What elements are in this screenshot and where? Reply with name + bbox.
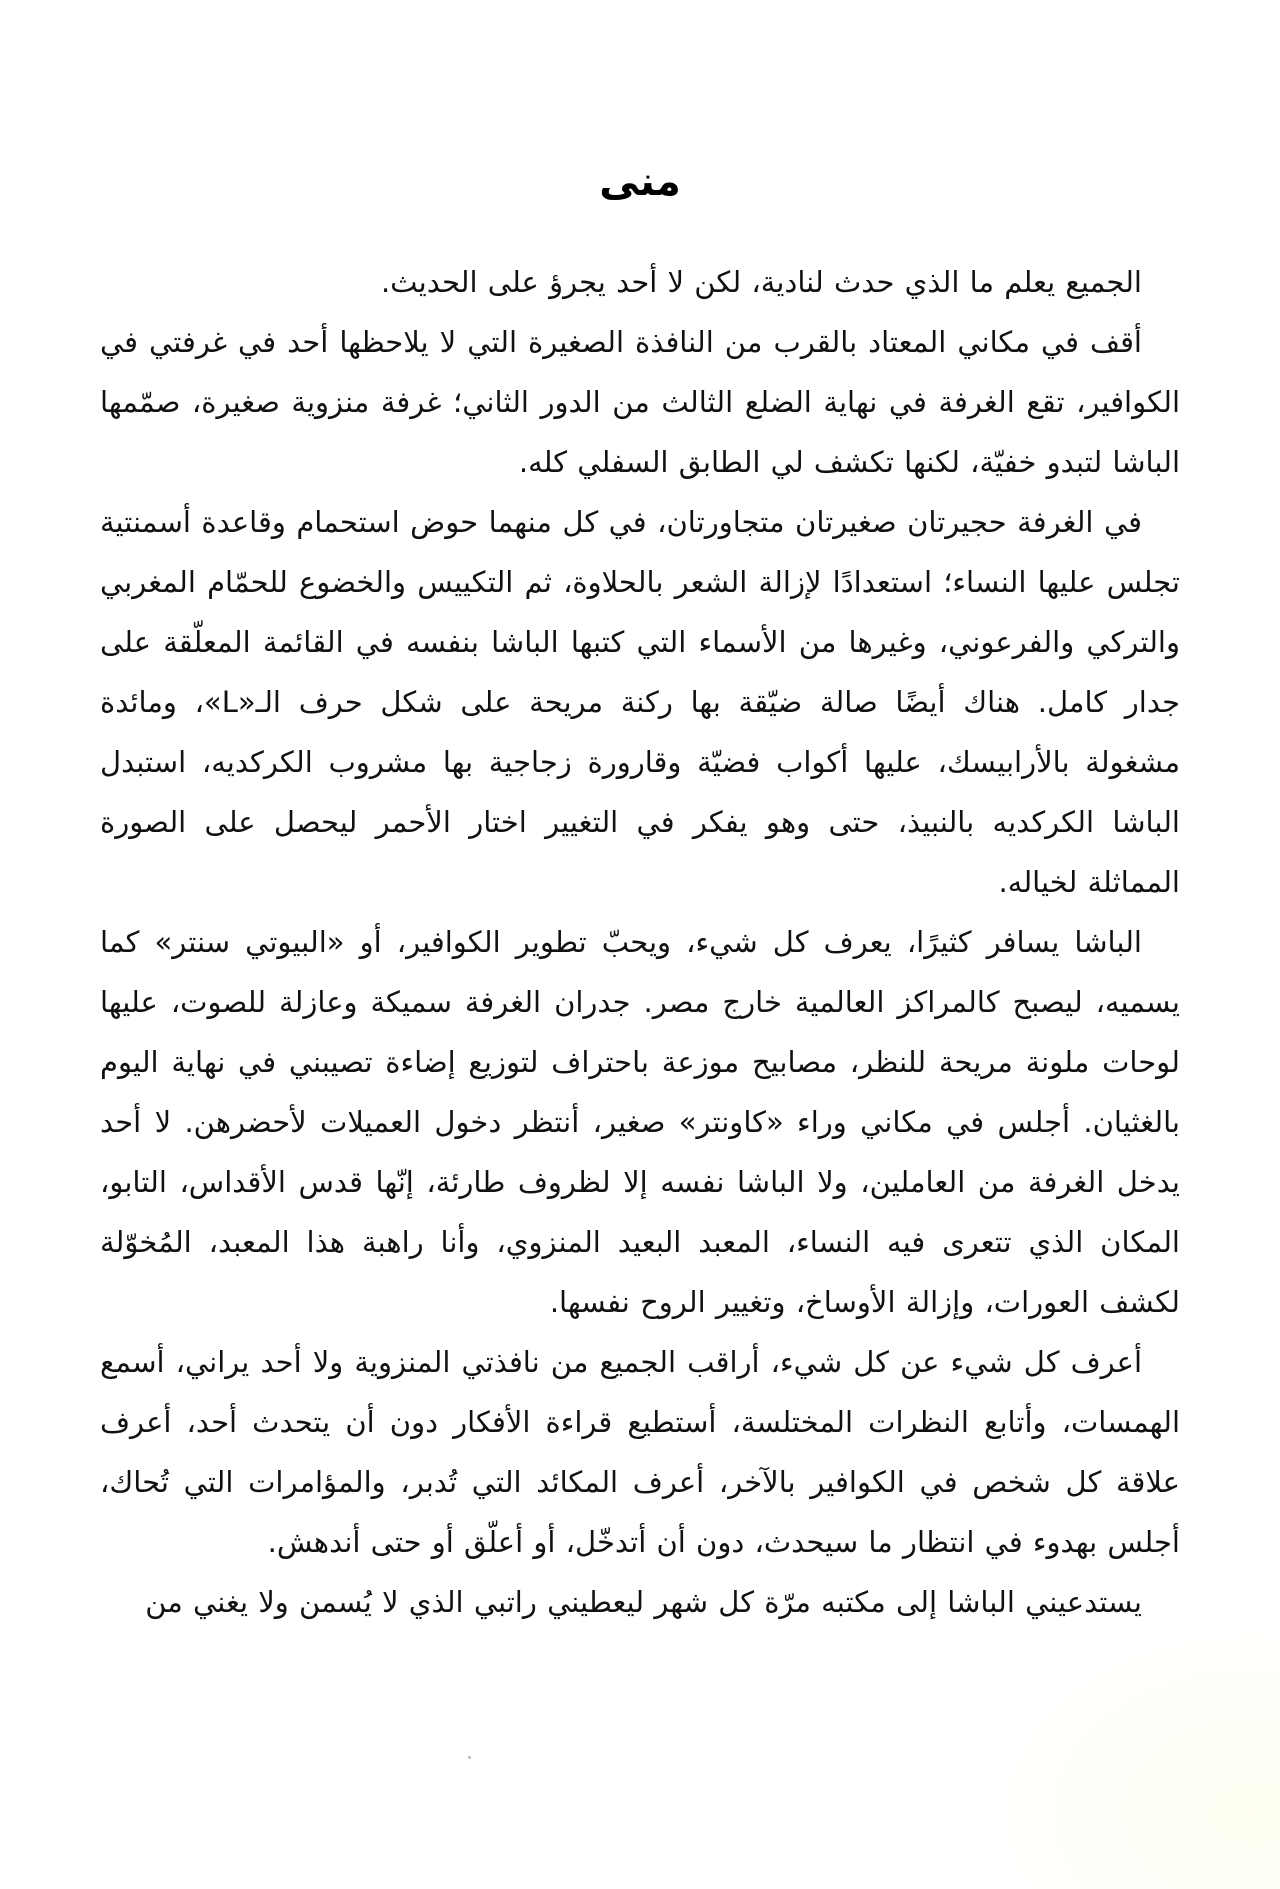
scan-speck-artifact — [468, 1756, 471, 1759]
chapter-body — [100, 252, 1180, 1632]
paragraph-6: يستدعيني الباشا إلى مكتبه مرّة كل شهر ليعطيني راتبي الذي لا يُسمن ولا يغني من — [145, 1585, 1142, 1619]
paragraph-2: أقف في مكاني المعتاد بالقرب من النافذة الصغيرة التي لا يلاحظها أحد في غرفتي في الكوافير، تقع الغرفة في نهاية الضلع الثالث من الدور الثاني؛ غرفة منزوية صغيرة، صمّمها الباشا لتبدو خفيّة، لكنها تكشف لي الطابق السفلي كله. — [100, 325, 1180, 479]
paragraph-3: في الغرفة حجيرتان صغيرتان متجاورتان، في كل منهما حوض استحمام وقاعدة أسمنتية تجلس عليها النساء؛ استعدادًا لإزالة الشعر بالحلاوة، ثم التكييس والخضوع للحمّام المغربي والتركي والفرعوني، وغيرها من الأسماء التي كتبها الباشا بنفسه في القائمة المعلّقة على جدار كامل. هناك أيضًا صالة ضيّقة بها ركنة مريحة على شكل حرف الـ«L»، ومائدة مشغولة بالأرابيسك، عليها أكواب فضيّة وقارورة زجاجية بها مشروب الكركديه، استبدل الباشا الكركديه بالنبيذ، حتى وهو يفكر في التغيير اختار الأحمر ليحصل على الصورة المماثلة لخياله. — [100, 505, 1181, 899]
paragraph-1: الجميع يعلم ما الذي حدث لنادية، لكن لا أحد يجرؤ على الحديث. — [380, 265, 1142, 299]
paragraph-5: أعرف كل شيء عن كل شيء، أراقب الجميع من نافذتي المنزوية ولا أحد يراني، أسمع الهمسات، وأتابع النظرات المختلسة، أستطيع قراءة الأفكار دون أن يتحدث أحد، أعرف علاقة كل شخص في الكوافير بالآخر، أعرف المكائد التي تُدبر، والمؤامرات التي تُحاك، أجلس بهدوء في انتظار ما سيحدث، دون أن أتدخّل، أو أعلّق أو حتى أندهش. — [100, 1345, 1180, 1559]
chapter-title: منى — [599, 159, 681, 205]
paragraph-4: الباشا يسافر كثيرًا، يعرف كل شيء، ويحبّ تطوير الكوافير، أو «البيوتي سنتر» كما يسميه، ليصبح كالمراكز العالمية خارج مصر. جدران الغرفة سميكة وعازلة للصوت، عليها لوحات ملونة مريحة للنظر، مصابيح موزعة باحتراف لتوزيع إضاءة تصيبني في نهاية اليوم بالغثيان. أجلس في مكاني وراء «كاونتر» صغير، أنتظر دخول العميلات لأحضرهن. لا أحد يدخل الغرفة من العاملين، ولا الباشا نفسه إلا لظروف طارئة، إنّها قدس الأقداس، التابو، المكان الذي تتعرى فيه النساء، المعبد البعيد المنزوي، وأنا راهبة هذا المعبد، المُخوّلة لكشف العورات، وإزالة الأوساخ، وتغيير الروح نفسها. — [100, 925, 1180, 1319]
